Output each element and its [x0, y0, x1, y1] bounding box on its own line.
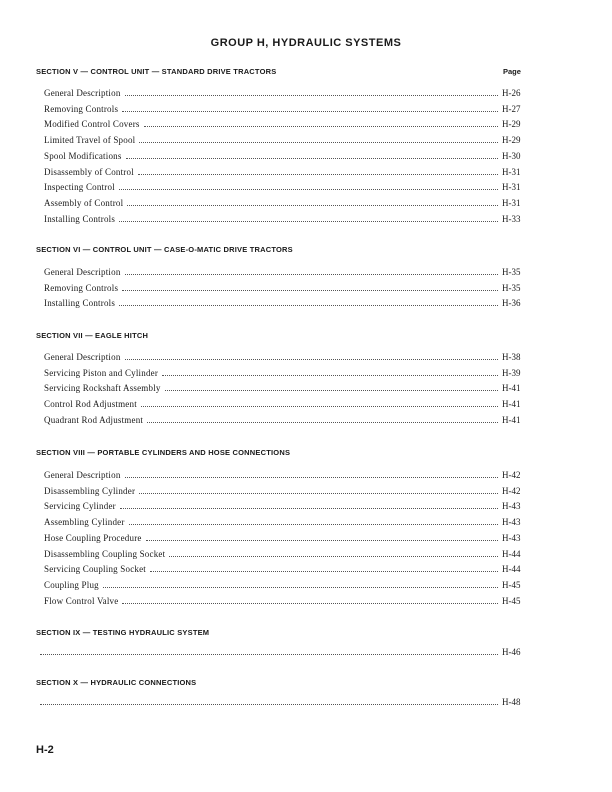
toc-entry-label: General Description [44, 352, 121, 362]
toc-entry-label: Limited Travel of Spool [44, 135, 136, 146]
toc-entry-page: H-48 [502, 697, 521, 707]
dot-leader [103, 586, 498, 588]
toc-entry[interactable] [44, 412, 526, 426]
toc-entry-label: Disassembling Coupling Socket [44, 548, 166, 559]
toc-entry-label: Quadrant Rod Adjustment [44, 414, 144, 425]
toc-entry[interactable] [44, 365, 526, 379]
toc-entry-label: Assembly of Control [44, 197, 124, 208]
toc-entry-label: General Description [44, 88, 121, 98]
toc-entry-page: H-38 [502, 352, 521, 362]
section-heading: SECTION X — HYDRAULIC CONNECTIONS [36, 678, 197, 687]
dot-leader [139, 492, 498, 494]
dot-leader [119, 304, 498, 306]
toc-entry[interactable] [44, 85, 526, 99]
dot-leader [141, 405, 498, 407]
toc-entry-label: Servicing Rockshaft Assembly [44, 383, 161, 394]
toc-entry[interactable] [44, 498, 526, 512]
toc-entry-label: Flow Control Valve [44, 595, 119, 606]
dot-leader [122, 110, 498, 112]
toc-entry[interactable] [44, 349, 526, 363]
toc-entry[interactable] [44, 280, 526, 294]
toc-entry-label: Servicing Piston and Cylinder [44, 367, 159, 378]
toc-entry-page: H-44 [502, 548, 521, 559]
toc-entry[interactable] [36, 694, 526, 708]
toc-entry-page: H-31 [502, 166, 521, 177]
toc-entry[interactable] [44, 514, 526, 528]
toc-entry-label: Removing Controls [44, 282, 119, 293]
toc-entry-label: Assembling Cylinder [44, 517, 125, 528]
dot-leader [150, 570, 498, 572]
toc-entry[interactable] [44, 593, 526, 607]
dot-leader [125, 94, 498, 96]
dot-leader [119, 188, 498, 190]
toc-entry-label: Servicing Coupling Socket [44, 564, 146, 575]
toc-entry-label: Installing Controls [44, 298, 116, 309]
toc-entry-page: H-41 [502, 414, 521, 425]
dot-leader [125, 476, 498, 478]
page-column-label: Page [503, 67, 521, 76]
toc-entry-label: Disassembling Cylinder [44, 485, 136, 496]
dot-leader [40, 703, 498, 705]
toc-entry[interactable] [44, 264, 526, 278]
section-heading: SECTION IX — TESTING HYDRAULIC SYSTEM [36, 628, 210, 637]
toc-entry[interactable] [44, 483, 526, 497]
toc-entry-label: Servicing Cylinder [44, 501, 116, 512]
toc-entry[interactable] [44, 101, 526, 115]
toc-entry-page: H-35 [502, 282, 521, 293]
toc-entry[interactable] [44, 195, 526, 209]
toc-entry-label: Disassembly of Control [44, 166, 134, 177]
dot-leader [162, 374, 498, 376]
toc-entry-label: Hose Coupling Procedure [44, 532, 142, 543]
toc-entry[interactable] [44, 211, 526, 225]
toc-entry-label: General Description [44, 470, 121, 480]
toc-entry[interactable] [44, 148, 526, 162]
dot-leader [169, 555, 498, 557]
toc-entry-page: H-45 [502, 579, 521, 590]
toc-entry-label: Control Rod Adjustment [44, 399, 137, 410]
dot-leader [125, 358, 498, 360]
toc-entry-page: H-26 [502, 88, 521, 98]
page-title: GROUP H, HYDRAULIC SYSTEMS [210, 37, 402, 49]
toc-entry[interactable] [44, 396, 526, 410]
dot-leader [127, 204, 498, 206]
toc-entry-label: Installing Controls [44, 213, 116, 224]
toc-entry-page: H-31 [502, 182, 521, 193]
dot-leader [122, 289, 498, 291]
toc-entry-label: Modified Control Covers [44, 119, 140, 130]
toc-entry-label: Removing Controls [44, 103, 119, 114]
toc-entry[interactable] [44, 546, 526, 560]
toc-entry-page: H-30 [502, 150, 521, 161]
toc-entry-label: General Description [44, 267, 121, 277]
toc-entry[interactable] [44, 116, 526, 130]
toc-entry[interactable] [44, 164, 526, 178]
toc-entry-page: H-41 [502, 383, 521, 394]
dot-leader [146, 539, 498, 541]
dot-leader [126, 157, 498, 159]
dot-leader [144, 125, 498, 127]
toc-entry-page: H-41 [502, 399, 521, 410]
toc-entry[interactable] [44, 132, 526, 146]
toc-entry-label: Inspecting Control [44, 182, 115, 193]
toc-entry-page: H-43 [502, 532, 521, 543]
toc-entry-page: H-42 [502, 470, 521, 480]
dot-leader [125, 273, 498, 275]
toc-entry-page: H-39 [502, 367, 521, 378]
toc-entry[interactable] [44, 380, 526, 394]
toc-entry-label: Coupling Plug [44, 579, 99, 590]
toc-entry-page: H-35 [502, 267, 521, 277]
toc-entry-page: H-33 [502, 213, 521, 224]
toc-entry-page: H-29 [502, 119, 521, 130]
toc-entry[interactable] [44, 467, 526, 481]
toc-entry[interactable] [44, 561, 526, 575]
dot-leader [139, 141, 498, 143]
dot-leader [147, 421, 498, 423]
toc-entry[interactable] [44, 295, 526, 309]
section-heading: SECTION VIII — PORTABLE CYLINDERS AND HOSE CONNECTIONS [36, 448, 291, 457]
section-heading: SECTION VII — EAGLE HITCH [36, 331, 149, 340]
toc-entry-page: H-44 [502, 564, 521, 575]
toc-entry-page: H-45 [502, 595, 521, 606]
page-footer-number: H-2 [36, 744, 54, 756]
dot-leader [165, 389, 498, 391]
toc-entry-page: H-42 [502, 485, 521, 496]
toc-entry-page: H-31 [502, 197, 521, 208]
dot-leader [138, 173, 498, 175]
toc-entry-page: H-29 [502, 135, 521, 146]
dot-leader [122, 602, 498, 604]
section-heading: SECTION V — CONTROL UNIT — STANDARD DRIVE TRACTORS [36, 67, 277, 76]
toc-entry-page: H-27 [502, 103, 521, 114]
toc-entry-page: H-43 [502, 517, 521, 528]
section-heading: SECTION VI — CONTROL UNIT — CASE-O-MATIC DRIVE TRACTORS [36, 245, 293, 254]
toc-entry[interactable] [44, 530, 526, 544]
toc-entry-page: H-43 [502, 501, 521, 512]
toc-entry[interactable] [36, 644, 526, 658]
toc-entry-page: H-36 [502, 298, 521, 309]
dot-leader [40, 653, 498, 655]
toc-entry[interactable] [44, 577, 526, 591]
dot-leader [129, 523, 498, 525]
toc-entry-page: H-46 [502, 647, 521, 657]
toc-entry-label: Spool Modifications [44, 150, 122, 161]
toc-entry[interactable] [44, 179, 526, 193]
dot-leader [120, 507, 498, 509]
dot-leader [119, 220, 498, 222]
